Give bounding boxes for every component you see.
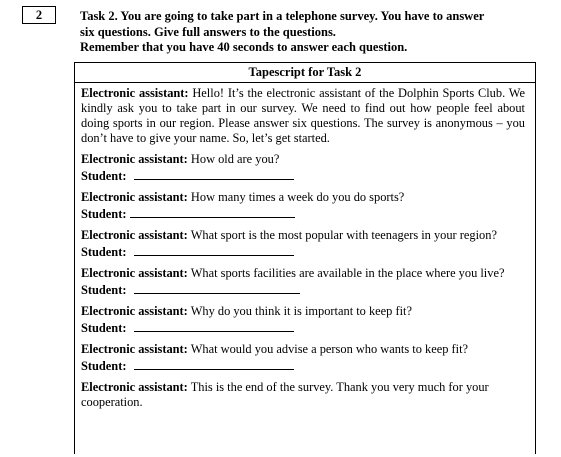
speaker-label: Electronic assistant: [81, 228, 188, 242]
question-block [81, 152, 525, 184]
question-line [81, 266, 525, 281]
closing-text: This is the end of the survey. Thank you very much for your cooperation. [81, 380, 489, 409]
student-answer-line [81, 357, 525, 374]
student-answer-line [81, 167, 525, 184]
answer-blank[interactable] [134, 357, 294, 370]
question-block [81, 304, 525, 336]
question-text: Why do you think it is important to keep fit? [190, 304, 412, 318]
student-label: Student: [81, 245, 127, 259]
answer-blank[interactable] [134, 319, 294, 332]
question-line [81, 228, 525, 243]
student-answer-line [81, 205, 525, 222]
question-text: What sports facilities are available in the place where you live? [190, 266, 505, 280]
student-answer-line [81, 243, 525, 260]
question-block [81, 342, 525, 374]
speaker-label: Electronic assistant: [81, 380, 188, 394]
student-answer-line [81, 319, 525, 336]
speaker-label: Electronic assistant: [81, 190, 188, 204]
speaker-label: Electronic assistant: [81, 86, 189, 100]
speaker-label: Electronic assistant: [81, 342, 188, 356]
question-text: What would you advise a person who wants to keep fit? [190, 342, 469, 356]
instruction-line: Remember that you have 40 seconds to answer each question. [80, 40, 408, 54]
question-block [81, 266, 525, 298]
question-line [81, 190, 525, 205]
tapescript-body [75, 83, 535, 410]
speaker-label: Electronic assistant: [81, 304, 188, 318]
task-number-box: 2 [22, 6, 56, 24]
student-label: Student: [81, 207, 127, 221]
closing-block [81, 380, 525, 410]
question-block [81, 228, 525, 260]
question-block [81, 190, 525, 222]
intro-paragraph [81, 86, 525, 146]
tapescript-title: Tapescript for Task 2 [75, 63, 535, 83]
task-instructions [80, 9, 550, 56]
question-line [81, 152, 525, 167]
speaker-label: Electronic assistant: [81, 152, 188, 166]
student-label: Student: [81, 321, 127, 335]
speaker-label: Electronic assistant: [81, 266, 188, 280]
student-label: Student: [81, 359, 127, 373]
answer-blank[interactable] [134, 281, 300, 294]
tapescript-box [74, 62, 536, 454]
question-text: How many times a week do you do sports? [190, 190, 405, 204]
instruction-line: Task 2. You are going to take part in a telephone survey. You have to answer [80, 9, 485, 23]
student-label: Student: [81, 169, 127, 183]
question-text: How old are you? [190, 152, 280, 166]
question-line [81, 342, 525, 357]
instruction-line: six questions. Give full answers to the questions. [80, 24, 336, 39]
intro-text: Hello! It’s the electronic assistant of the Dolphin Sports Club. We kindly ask you to take part in our survey. We need to find out how people feel about doing sports in our region. Please answer six questions. The survey is anonymous – you don’t have to give your name. So, let’s get started. [81, 86, 525, 145]
question-text: What sport is the most popular with teenagers in your region? [190, 228, 497, 242]
question-line [81, 304, 525, 319]
answer-blank[interactable] [130, 205, 295, 218]
answer-blank[interactable] [134, 243, 294, 256]
student-label: Student: [81, 283, 127, 297]
answer-blank[interactable] [134, 167, 294, 180]
student-answer-line [81, 281, 525, 298]
